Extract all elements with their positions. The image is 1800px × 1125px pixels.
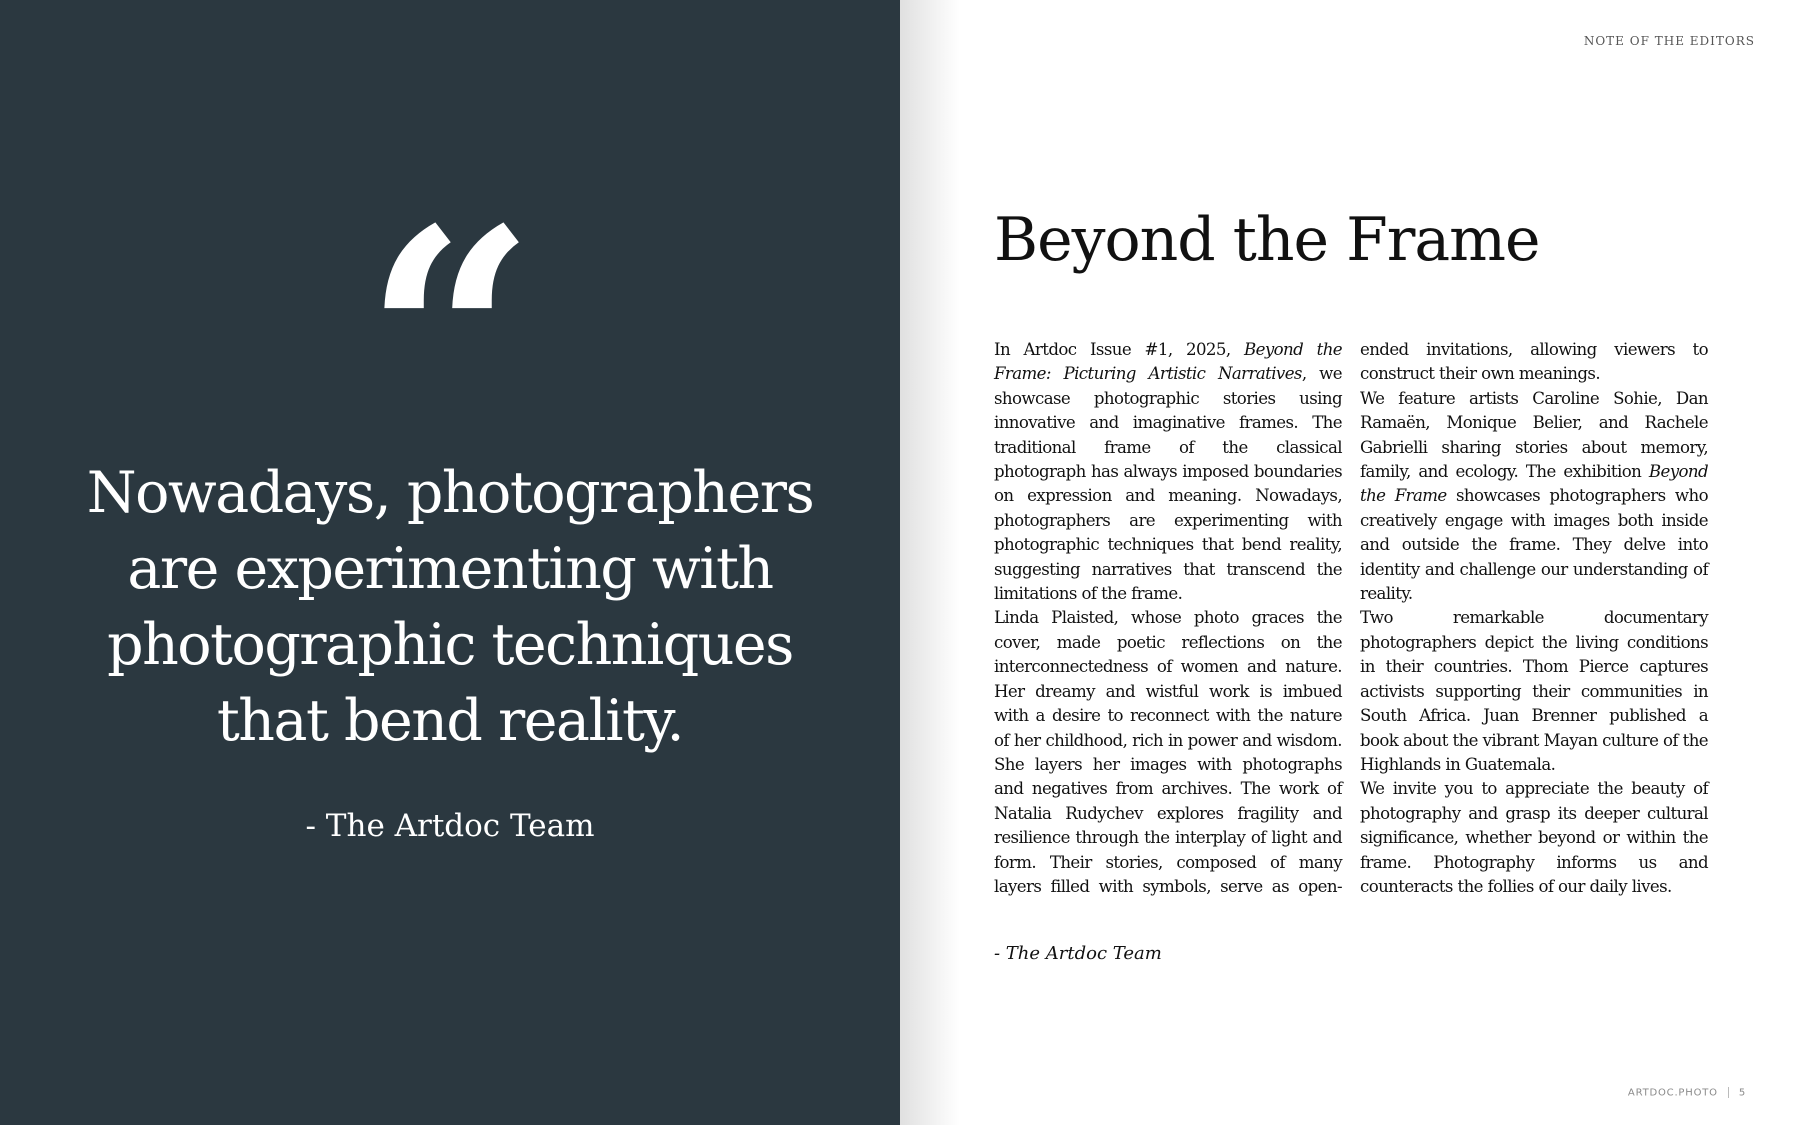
body-text: In Artdoc Issue #1, 2025,: [994, 340, 1245, 359]
body-paragraph: We invite you to appreciate the beauty of photography and grasp its deeper cultural significance, whether beyond or within the frame. Photography informs us and counteracts the follies of our daily lives.: [1360, 779, 1708, 896]
body-text: showcases photographers who creatively engage with images both inside and outside the frame. They delve into identity and challenge our understanding of reality.: [1360, 486, 1708, 604]
article-title: Beyond the Frame: [994, 205, 1540, 275]
spine-shadow: [900, 0, 960, 1125]
pull-quote: Nowadays, photographers are experimenting with photographic techniques that bend reality.: [86, 460, 814, 754]
issue-theme-italic: Beyond the Frame: Picturing Artistic Narratives: [994, 340, 1343, 384]
body-paragraph: Two remarkable documentary photographers depict the living conditions in their countries. Thom Pierce captures activists supporting their communities in South Africa. Juan Brenner published a book about the vibrant Mayan culture of the Highlands in Guatemala.: [1360, 608, 1708, 774]
article-signature: - The Artdoc Team: [994, 943, 1162, 964]
pull-quote-attribution: - The Artdoc Team: [305, 808, 595, 844]
footer-site: ARTDOC.PHOTO: [1627, 1087, 1718, 1099]
body-paragraph: [994, 338, 1342, 606]
body-text: , we showcase photographic stories using innovative and imaginative frames. The traditional frame of the classical photograph has always imposed boundaries on expression and meaning. Nowadays, photographers are experimenting with photographic techniques that bend reality, suggesting narratives that transcend the limitations of the frame.: [994, 364, 1342, 604]
footer-divider: [1728, 1087, 1729, 1098]
body-text: We feature artists Caroline Sohie, Dan Ramaën, Monique Belier, and Rachele Gabrielli sharing stories about memory, family, and ecology. The exhibition: [1360, 388, 1708, 482]
page-footer: [1628, 1087, 1746, 1099]
body-paragraph: Linda Plaisted, whose photo graces the cover, made poetic reflections on the interconnectedness of women and nature. Her dreamy and wistful work is imbued with a desire to reconnect with the nature of her childhood, rich in power and wisdom. She layers her images with photographs and negatives from archives. The work of Natalia Rudychev explores fragility and resilience through the interplay of light and form. Their stories, composed of many layers filled with symbols, serve as open-ended invitations, allowing viewers to construct their own meanings.: [994, 340, 1708, 896]
section-label: NOTE OF THE EDITORS: [1583, 34, 1755, 48]
exhibition-title-italic: Beyond the Frame: [1360, 462, 1708, 506]
body-paragraph: [1360, 387, 1708, 607]
page-number: 5: [1738, 1087, 1746, 1099]
article-body: [994, 338, 1708, 913]
quote-mark-icon: “: [363, 163, 537, 516]
